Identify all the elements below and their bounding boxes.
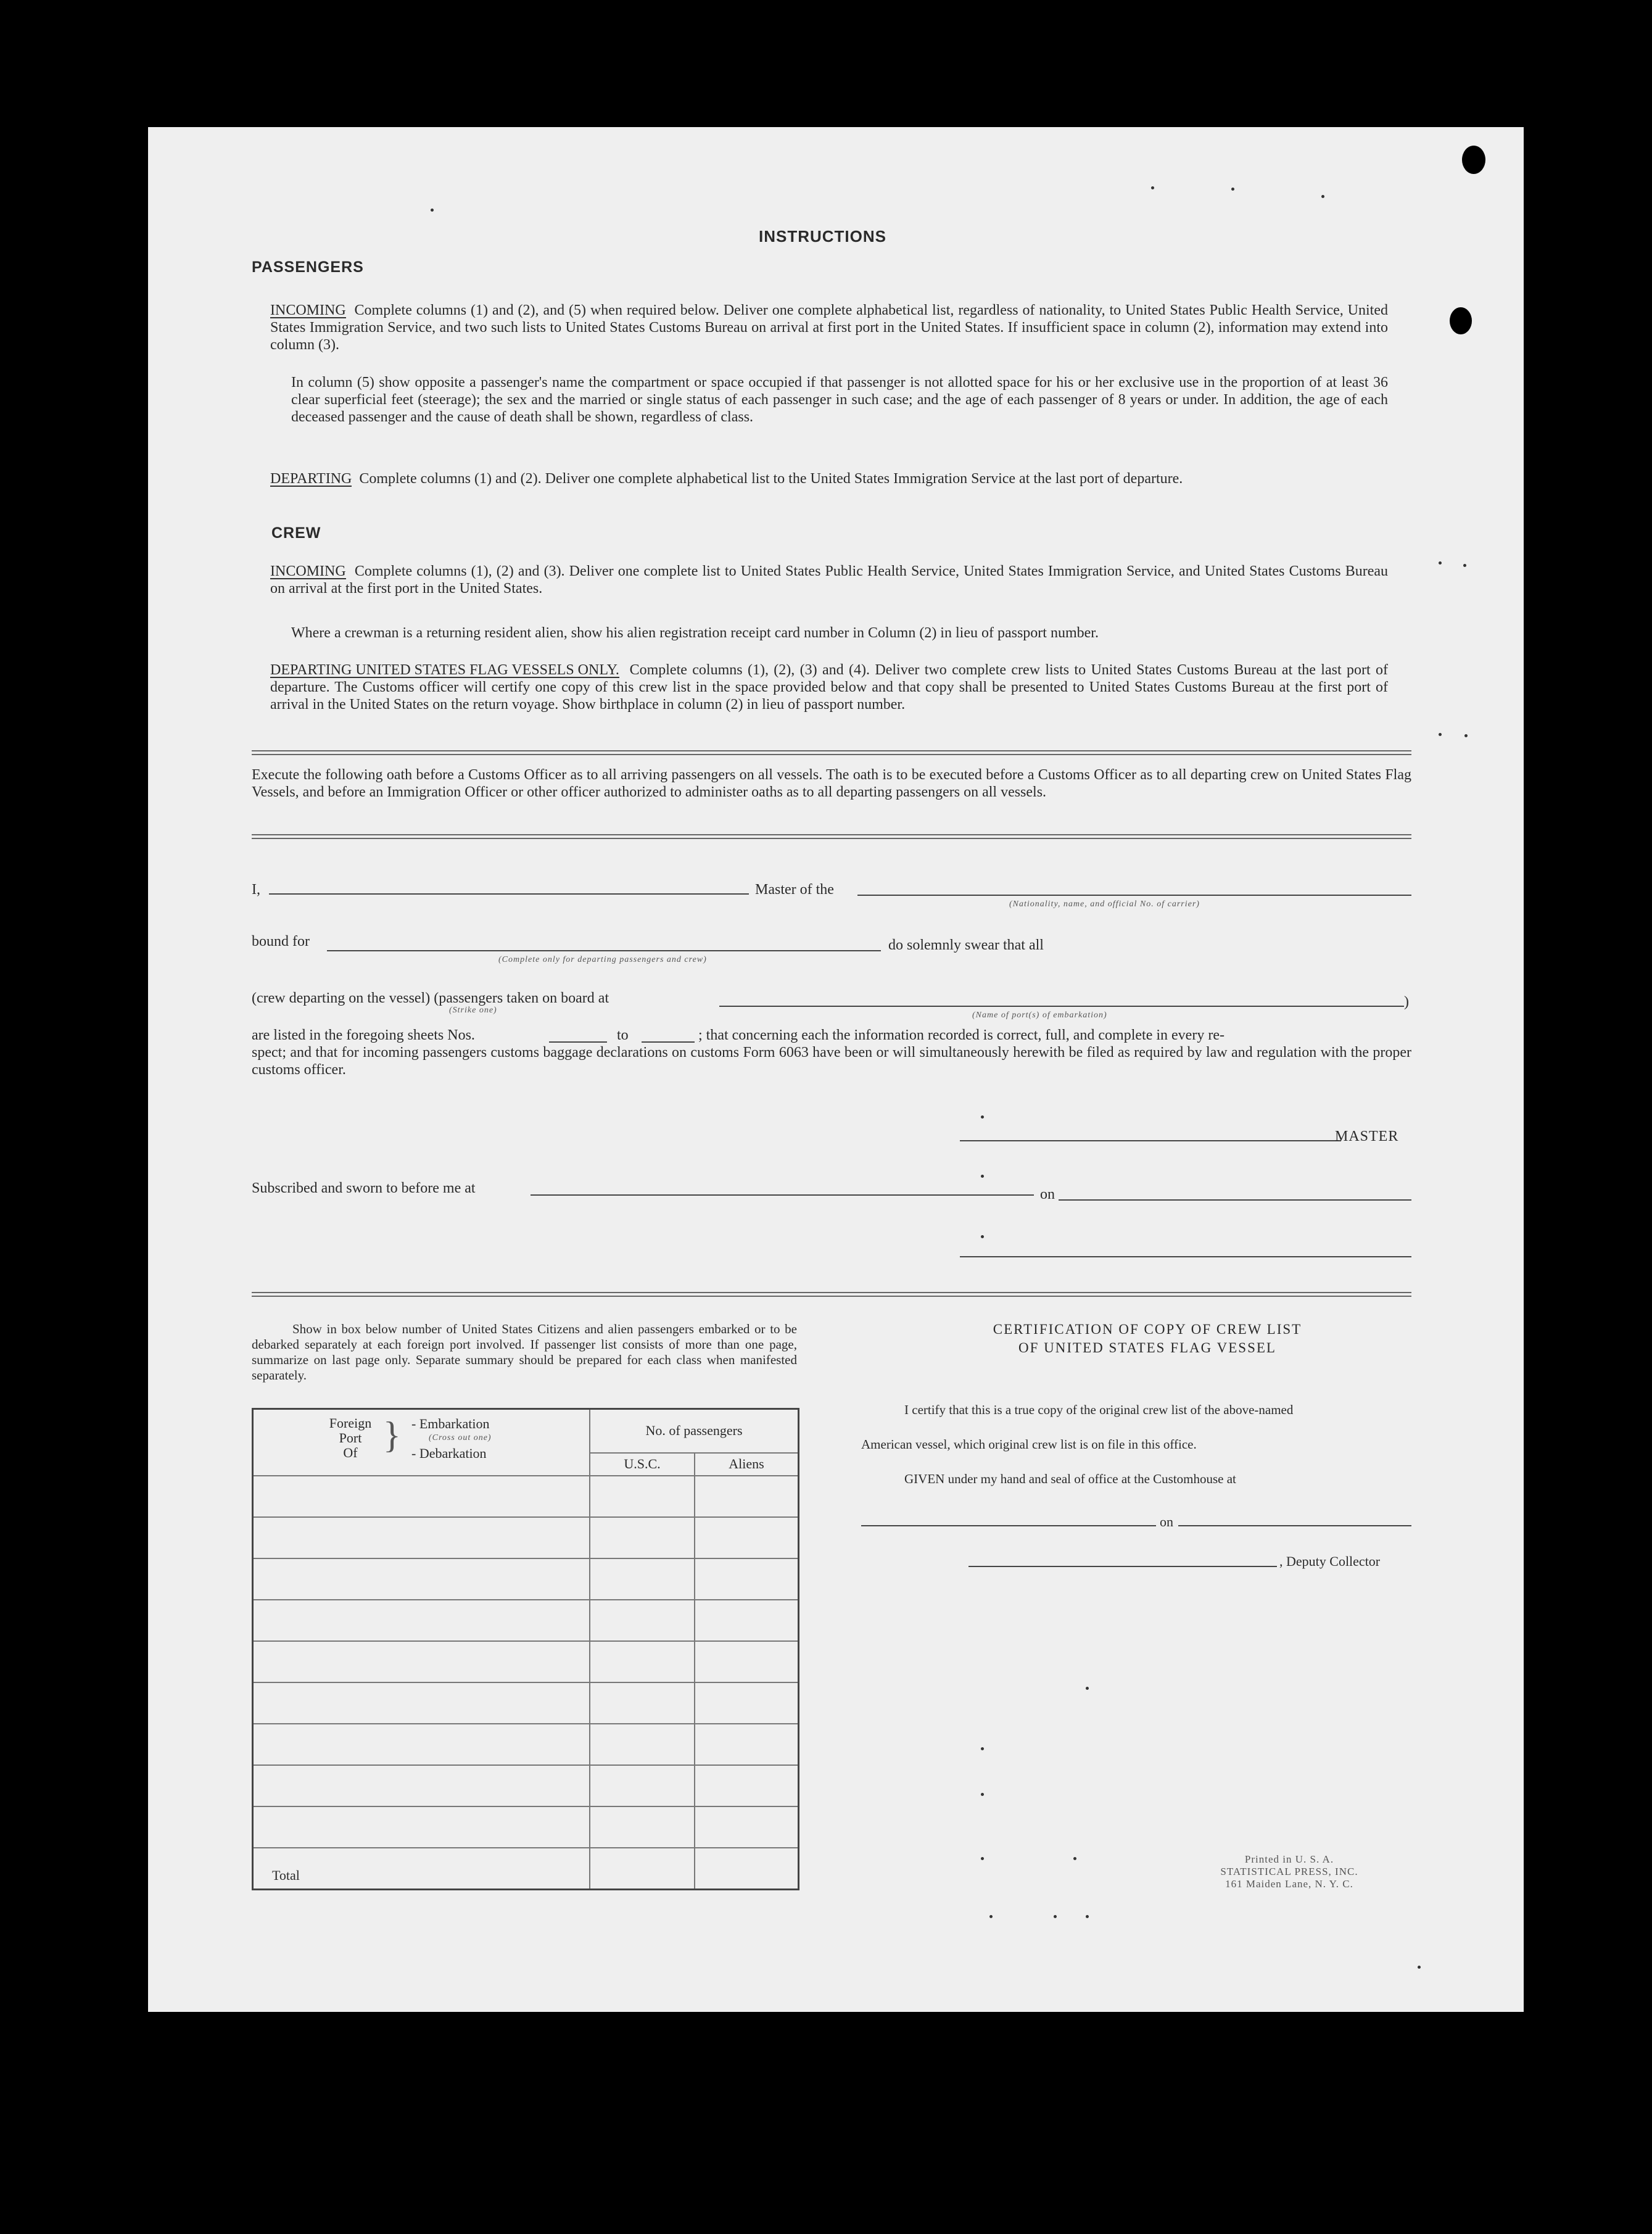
scan-speck	[1086, 1687, 1089, 1690]
port-cell[interactable]	[253, 1765, 590, 1806]
sheet-to-field[interactable]	[642, 1041, 695, 1043]
scan-speck	[1151, 186, 1154, 189]
aliens-cell[interactable]	[695, 1476, 799, 1517]
bound-for-label: bound for	[252, 933, 310, 949]
aliens-total-cell[interactable]	[695, 1848, 799, 1889]
cross-out-caption: (Cross out one)	[429, 1433, 492, 1442]
aliens-cell[interactable]	[695, 1600, 799, 1641]
subscribed-date-field[interactable]	[1059, 1199, 1411, 1201]
certification-date-field[interactable]	[1178, 1525, 1411, 1526]
crew-departing-text: Complete columns (1), (2), (3) and (4). Deliver two complete crew lists to United States Customs Bureau at the last port of departure. The Customs officer will certify one copy of this crew list in the space provided below and that copy shall be presented to United States Customs Bureau at the first port of arrival in the United States on the return voyage. Show birthplace in column (2) in lieu of passport number.	[270, 662, 1388, 713]
crew-heading: CREW	[271, 524, 321, 542]
foreign-port-label: Foreign Port Of	[329, 1415, 372, 1460]
master-label: MASTER	[1335, 1128, 1399, 1144]
scan-speck	[981, 1115, 984, 1119]
customhouse-field[interactable]	[861, 1525, 1156, 1526]
passenger-summary-table	[252, 1408, 799, 1890]
passengers-departing-text: Complete columns (1) and (2). Deliver one complete alphabetical list to the United States Immigration Service at the last port of departure.	[359, 471, 1183, 487]
subscribed-label: Subscribed and sworn to before me at	[252, 1180, 476, 1196]
scan-speck	[981, 1793, 984, 1796]
crew-incoming-paragraph	[270, 563, 1388, 597]
aliens-header: Aliens	[695, 1453, 799, 1476]
scan-speck	[981, 1175, 984, 1178]
complete-only-caption: (Complete only for departing passengers and crew)	[498, 955, 707, 964]
port-cell[interactable]	[253, 1682, 590, 1724]
crew-departing-paragraph	[270, 661, 1388, 713]
aliens-cell[interactable]	[695, 1558, 799, 1600]
passengers-departing-paragraph	[270, 470, 1388, 487]
master-signature-field[interactable]	[960, 1140, 1341, 1141]
passengers-incoming-paragraph	[270, 302, 1388, 354]
subscribed-place-field[interactable]	[531, 1194, 1034, 1196]
carrier-field[interactable]	[857, 895, 1411, 896]
port-cell[interactable]	[253, 1806, 590, 1848]
master-name-field[interactable]	[269, 893, 749, 895]
crew-resident-paragraph: Where a crewman is a returning resident alien, show his alien registration receipt card number in Column (2) in lieu of passport number.	[291, 625, 1099, 641]
usc-cell[interactable]	[590, 1806, 695, 1848]
scan-speck	[981, 1235, 984, 1238]
scan-speck	[981, 1857, 984, 1860]
total-label-cell	[253, 1848, 590, 1889]
scan-speck	[1439, 561, 1442, 565]
port-cell[interactable]	[253, 1558, 590, 1600]
usc-cell[interactable]	[590, 1517, 695, 1558]
listed-text-2: ; that concerning each the information recorded is correct, full, and complete in every re-	[698, 1027, 1225, 1043]
passengers-incoming-label: INCOMING	[270, 302, 346, 318]
page-title: INSTRUCTIONS	[759, 227, 886, 246]
crew-incoming-label: INCOMING	[270, 563, 346, 579]
ports-field[interactable]	[719, 1006, 1404, 1007]
port-cell[interactable]	[253, 1600, 590, 1641]
usc-total-cell[interactable]	[590, 1848, 695, 1889]
divider	[252, 1296, 1411, 1297]
scan-speck	[1463, 564, 1466, 567]
sheet-from-field[interactable]	[549, 1041, 607, 1043]
total-label: Total	[272, 1868, 300, 1883]
deputy-collector-label: , Deputy Collector	[1279, 1553, 1381, 1569]
aliens-cell[interactable]	[695, 1517, 799, 1558]
divider	[252, 750, 1411, 751]
printer-imprint	[1209, 1853, 1369, 1890]
oath-instructions: Execute the following oath before a Customs Officer as to all arriving passengers on all vessels. The oath is to be executed before a Customs Officer as to all departing crew on United States Flag Vessels, and before an Immigration Officer or other officer authorized to administer oaths as to all departing passengers on all vessels.	[252, 767, 1411, 800]
scan-speck	[981, 1747, 984, 1750]
certification-title-1: CERTIFICATION OF COPY OF CREW LIST	[993, 1322, 1302, 1337]
port-header-cell	[253, 1409, 590, 1476]
officer-signature-field[interactable]	[960, 1256, 1411, 1257]
certify-text-2: American vessel, which original crew list is on file in this office.	[861, 1437, 1197, 1452]
listed-to-label: to	[617, 1027, 629, 1043]
embarkation-label: - Embarkation	[411, 1416, 490, 1431]
printer-line-3: 161 Maiden Lane, N. Y. C.	[1225, 1878, 1353, 1890]
oath-i-label: I,	[252, 882, 260, 898]
usc-cell[interactable]	[590, 1724, 695, 1765]
close-paren: )	[1404, 994, 1409, 1010]
usc-cell[interactable]	[590, 1765, 695, 1806]
usc-cell[interactable]	[590, 1476, 695, 1517]
scan-speck	[1418, 1966, 1421, 1969]
strike-one-caption: (Strike one)	[449, 1006, 497, 1015]
subscribed-on-label: on	[1040, 1186, 1055, 1202]
usc-cell[interactable]	[590, 1641, 695, 1682]
crew-departing-text: (crew departing on the vessel) (passengers taken on board at	[252, 990, 609, 1006]
aliens-cell[interactable]	[695, 1641, 799, 1682]
passengers-departing-label: DEPARTING	[270, 471, 352, 487]
divider	[252, 834, 1411, 835]
deputy-collector-signature-field[interactable]	[968, 1566, 1277, 1567]
printer-line-2: STATISTICAL PRESS, INC.	[1220, 1866, 1358, 1877]
listed-text-3: spect; and that for incoming passengers customs baggage declarations on customs Form 6063 have been or will simultaneously herewith be filed as required by law and regulation with the proper customs officer.	[252, 1045, 1411, 1078]
crew-incoming-text: Complete columns (1), (2) and (3). Deliver one complete list to United States Public Health Service, United States Immigration Service, and United States Customs Bureau on arrival at the first port in the United States.	[270, 563, 1389, 597]
aliens-cell[interactable]	[695, 1682, 799, 1724]
passengers-heading: PASSENGERS	[252, 259, 364, 276]
scan-speck	[1321, 195, 1324, 198]
divider	[252, 1292, 1411, 1293]
divider	[252, 838, 1411, 839]
solemnly-swear-text: do solemnly swear that all	[888, 937, 1044, 953]
scan-speck	[1054, 1915, 1057, 1918]
scan-speck	[1086, 1915, 1089, 1918]
no-of-passengers-header: No. of passengers	[590, 1409, 799, 1453]
scan-speck	[1464, 734, 1468, 737]
certify-text-1: I certify that this is a true copy of the original crew list of the above-named	[904, 1402, 1294, 1417]
port-cell[interactable]	[253, 1641, 590, 1682]
scan-speck	[1439, 733, 1442, 736]
listed-text-1: are listed in the foregoing sheets Nos.	[252, 1027, 475, 1043]
given-text: GIVEN under my hand and seal of office at the Customhouse at	[904, 1471, 1236, 1486]
debarkation-label: - Debarkation	[411, 1446, 487, 1461]
certification-title-2: OF UNITED STATES FLAG VESSEL	[1018, 1340, 1276, 1355]
printer-line-1: Printed in U. S. A.	[1244, 1853, 1334, 1865]
certification-on-label: on	[1160, 1514, 1173, 1529]
nationality-caption: (Nationality, name, and official No. of carrier)	[1009, 900, 1200, 909]
aliens-cell[interactable]	[695, 1724, 799, 1765]
master-of-the-label: Master of the	[755, 882, 834, 898]
usc-cell[interactable]	[590, 1682, 695, 1724]
bound-for-field[interactable]	[327, 950, 881, 951]
usc-cell[interactable]	[590, 1558, 695, 1600]
scan-speck	[431, 209, 434, 212]
aliens-cell[interactable]	[695, 1765, 799, 1806]
punch-hole	[1450, 307, 1472, 334]
document-page	[148, 127, 1524, 2012]
scan-speck	[1073, 1857, 1076, 1860]
scan-speck	[989, 1915, 993, 1918]
port-cell[interactable]	[253, 1476, 590, 1517]
crew-departing-label: DEPARTING UNITED STATES FLAG VESSELS ONLY.	[270, 662, 619, 678]
brace: }	[383, 1415, 401, 1455]
usc-cell[interactable]	[590, 1600, 695, 1641]
passengers-column5-paragraph: In column (5) show opposite a passenger's name the compartment or space occupied if that passenger is not allotted space for his or her exclusive use in the proportion of at least 36 clear superficial feet (steerage); the sex and the married or single status of each passenger in such case; and the age of each passenger of 8 years or under. In addition, the age of each deceased passenger and the cause of death shall be shown, regardless of class.	[291, 374, 1388, 425]
port-cell[interactable]	[253, 1517, 590, 1558]
passengers-incoming-text: Complete columns (1) and (2), and (5) when required below. Deliver one complete alphabetical list, regardless of nationality, to United States Public Health Service, United States Immigration Service, and two such lists to United States Customs Bureau on arrival at first port in the United States. If insufficient space in column (2), information may extend into column (3).	[270, 302, 1389, 353]
usc-header: U.S.C.	[590, 1453, 695, 1476]
aliens-cell[interactable]	[695, 1806, 799, 1848]
ports-caption: (Name of port(s) of embarkation)	[972, 1011, 1107, 1020]
scan-speck	[1231, 188, 1234, 191]
punch-hole	[1462, 146, 1485, 174]
divider	[252, 754, 1411, 755]
summary-instructions: Show in box below number of United States Citizens and alien passengers embarked or to be debarked separately at each foreign port involved. If passenger list consists of more than one page, summarize on last page only. Separate summary should be prepared for each class when manifested separately.	[252, 1322, 797, 1383]
port-cell[interactable]	[253, 1724, 590, 1765]
